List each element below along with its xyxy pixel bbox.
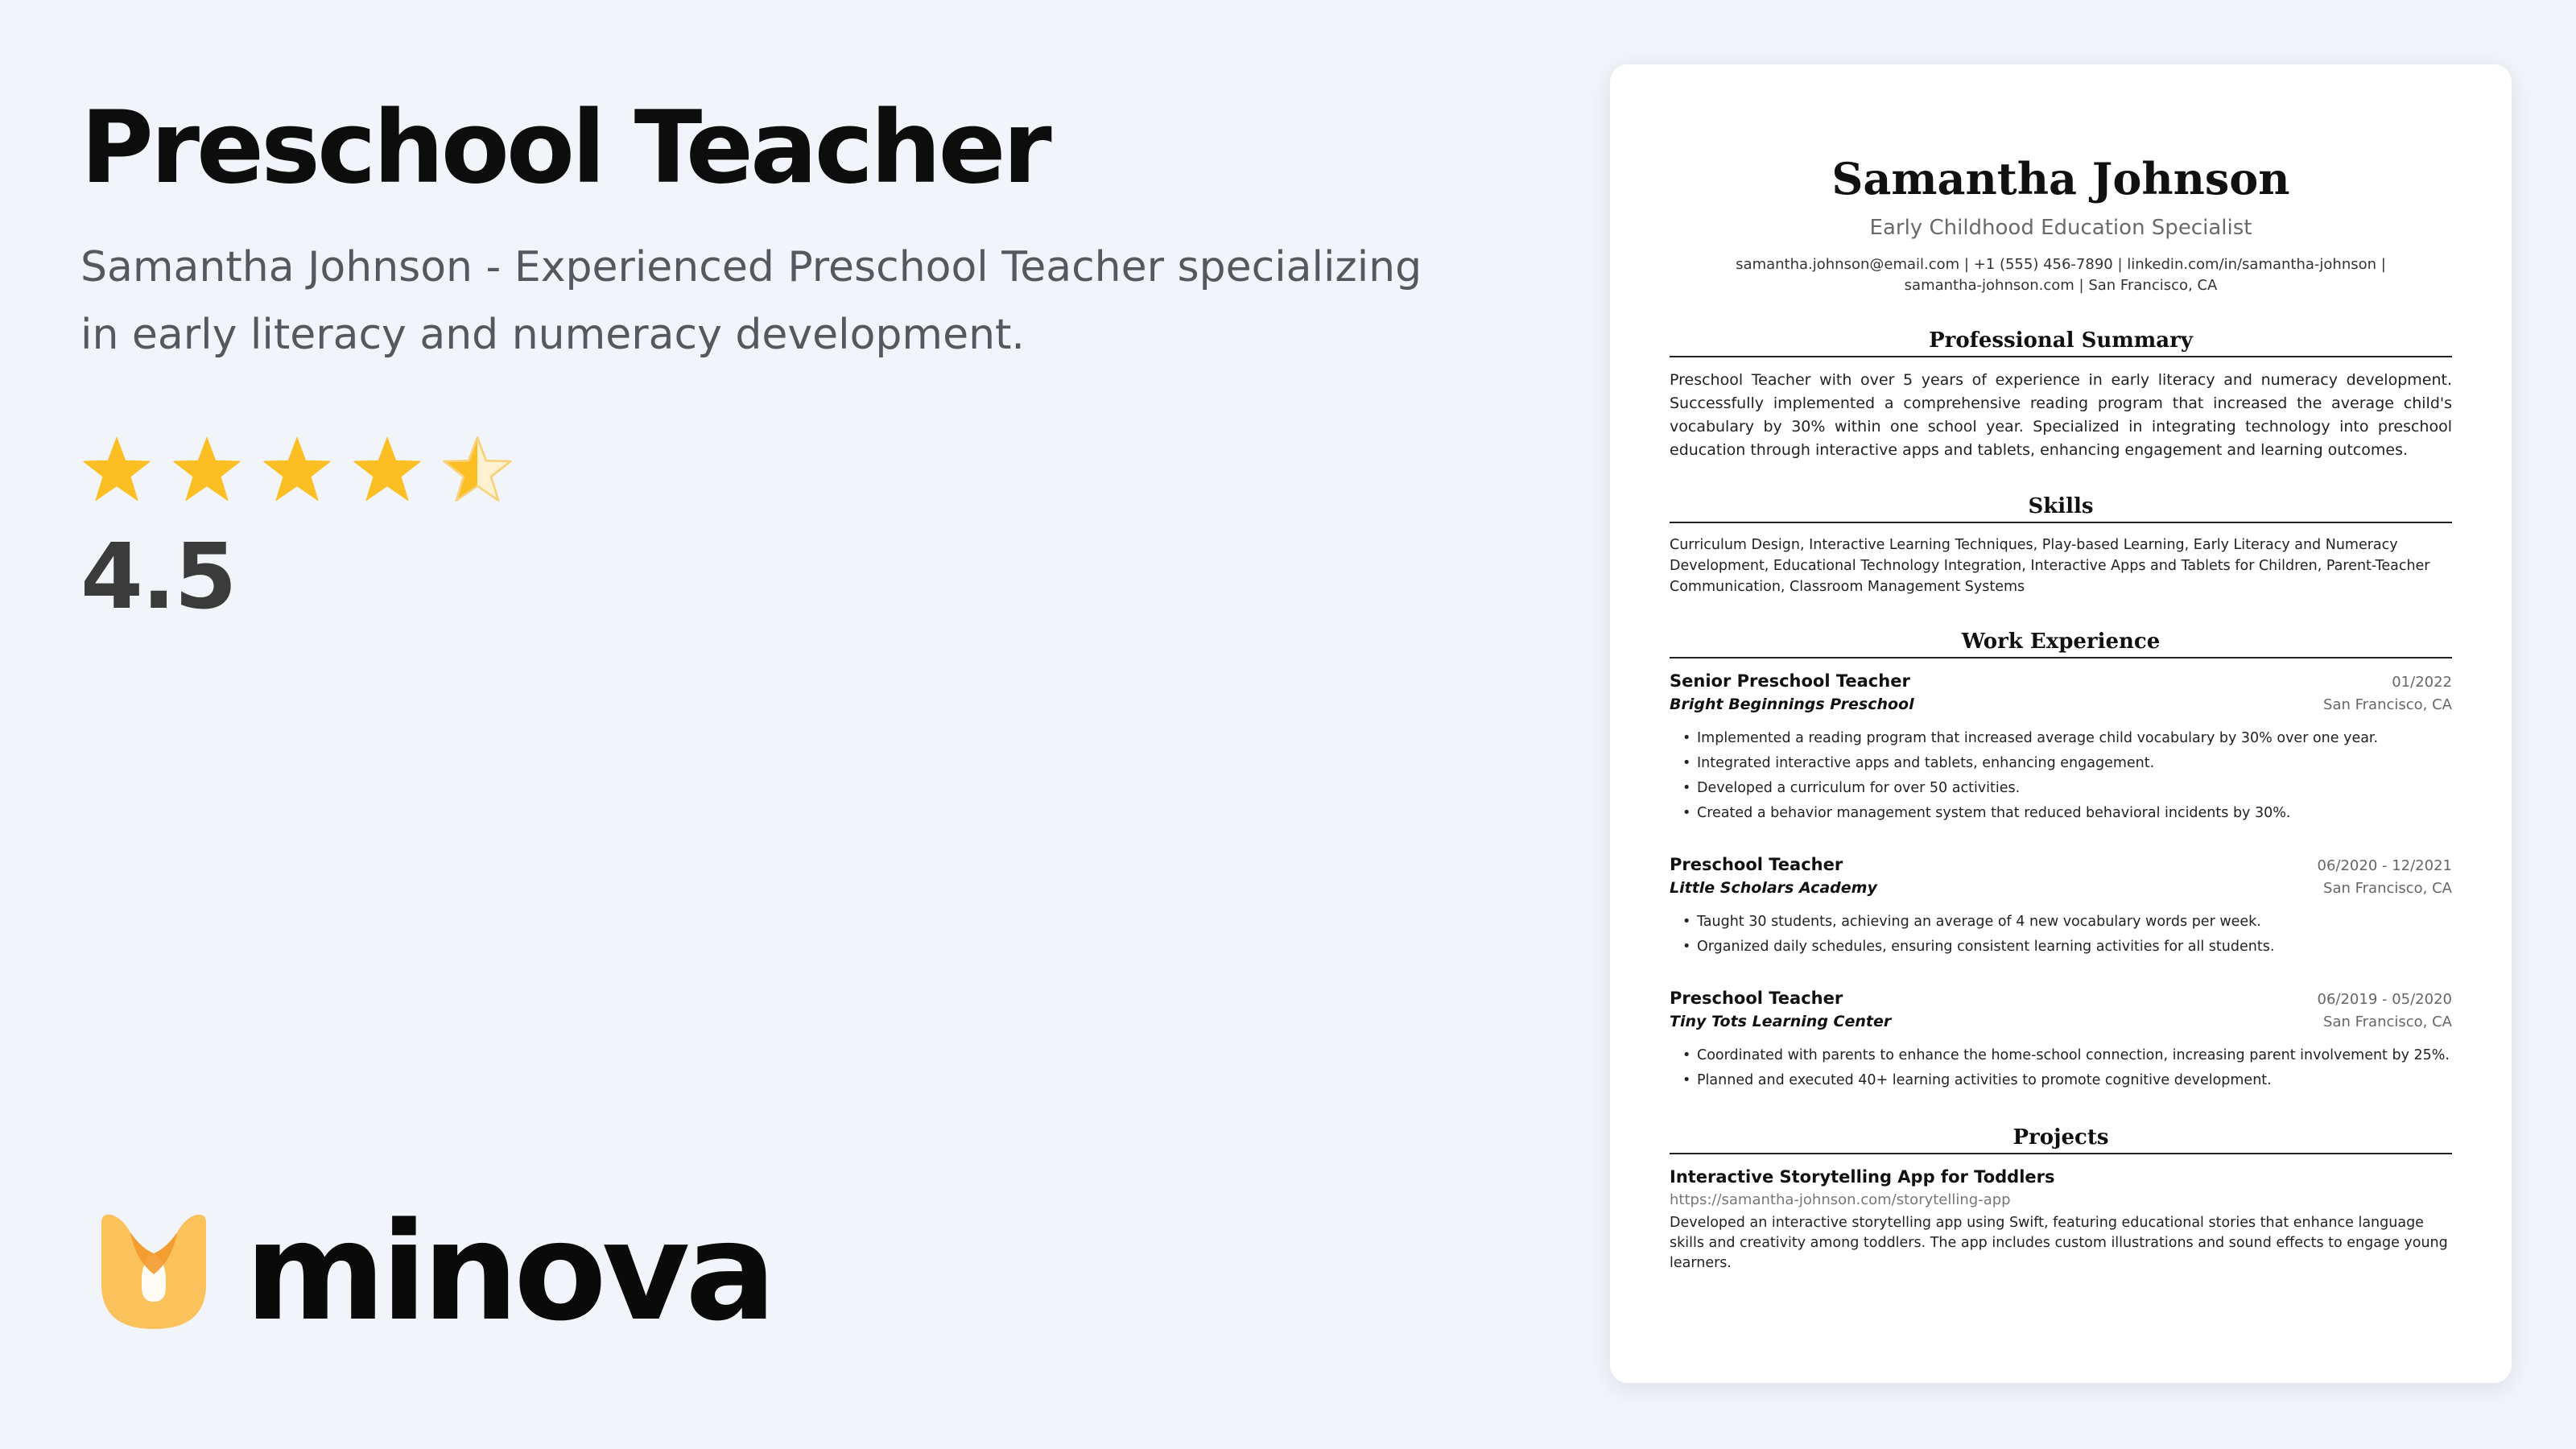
job-entry xyxy=(1670,855,2452,960)
job-bullets xyxy=(1682,1043,2452,1093)
skills-section xyxy=(1670,494,2452,597)
contact-line: samantha-johnson.com | San Francisco, CA xyxy=(1904,277,2218,294)
projects-section xyxy=(1670,1125,2452,1274)
job-subheader xyxy=(1670,1013,2452,1030)
rating-value: 4.5 xyxy=(80,525,236,630)
job-bullet: • Developed a curriculum for over 50 activities. xyxy=(1682,776,2452,801)
job-location: San Francisco, CA xyxy=(2323,1013,2452,1030)
job-bullet: • Integrated interactive apps and tablets, enhancing engagement. xyxy=(1682,751,2452,776)
summary-heading: Professional Summary xyxy=(1670,328,2452,357)
star-icon xyxy=(261,433,333,506)
job-title: Senior Preschool Teacher xyxy=(1670,671,1910,691)
job-date: 06/2020 - 12/2021 xyxy=(2317,857,2452,874)
job-bullet: • Implemented a reading program that increased average child vocabulary by 30% over one year. xyxy=(1682,726,2452,751)
job-header xyxy=(1670,989,2452,1008)
job-title: Preschool Teacher xyxy=(1670,989,1843,1008)
job-entry xyxy=(1670,989,2452,1093)
job-bullet: • Coordinated with parents to enhance the home-school connection, increasing parent involvement by 25%. xyxy=(1682,1043,2452,1068)
brand-wordmark: minova xyxy=(245,1193,772,1351)
job-bullets xyxy=(1682,726,2452,826)
job-entry xyxy=(1670,671,2452,826)
minova-logo-icon xyxy=(95,1212,213,1332)
job-bullets xyxy=(1682,910,2452,960)
skills-heading: Skills xyxy=(1670,494,2452,523)
job-location: San Francisco, CA xyxy=(2323,696,2452,713)
job-date: 06/2019 - 05/2020 xyxy=(2317,991,2452,1008)
page-title: Preschool Teacher xyxy=(80,90,1049,206)
job-company: Tiny Tots Learning Center xyxy=(1670,1013,1892,1030)
job-subheader xyxy=(1670,879,2452,897)
rating-stars xyxy=(80,433,514,506)
summary-text: Preschool Teacher with over 5 years of experience in early literacy and numeracy development. Successfully implemented a comprehensive reading program that increased the average child's vocabulary by 30% within one school year. Specialized in integrating technology into preschool education through interactive apps and tablets, enhancing engagement and learning outcomes. xyxy=(1670,371,2452,459)
brand-logo[interactable] xyxy=(95,1193,772,1351)
job-company: Little Scholars Academy xyxy=(1670,879,1877,897)
contact-line: samantha.johnson@email.com | +1 (555) 456-7890 | linkedin.com/in/samantha-johnson | xyxy=(1736,256,2386,273)
job-title: Preschool Teacher xyxy=(1670,855,1843,874)
star-icon xyxy=(171,433,243,506)
summary-section xyxy=(1670,328,2452,462)
experience-heading: Work Experience xyxy=(1670,630,2452,658)
experience-section xyxy=(1670,630,2452,1093)
page-subtitle: Samantha Johnson - Experienced Preschool Teacher specializing in early literacy and numeracy development. xyxy=(80,243,1422,359)
job-list xyxy=(1670,671,2452,1093)
job-header xyxy=(1670,671,2452,691)
project-title: Interactive Storytelling App for Toddlers xyxy=(1670,1167,2055,1187)
projects-heading: Projects xyxy=(1670,1125,2452,1154)
job-date: 01/2022 xyxy=(2392,674,2452,691)
resume-contact xyxy=(1670,254,2452,296)
job-bullet: • Planned and executed 40+ learning activities to promote cognitive development. xyxy=(1682,1068,2452,1093)
job-header xyxy=(1670,855,2452,874)
resume-name: Samantha Johnson xyxy=(1831,153,2290,204)
job-bullet: • Organized daily schedules, ensuring consistent learning activities for all students. xyxy=(1682,935,2452,960)
project-link[interactable]: https://samantha-johnson.com/storytelling-app xyxy=(1670,1191,2011,1208)
star-icon xyxy=(80,433,153,506)
resume-role: Early Childhood Education Specialist xyxy=(1869,216,2252,240)
job-company: Bright Beginnings Preschool xyxy=(1670,696,1914,713)
star-icon xyxy=(441,433,514,506)
project-description: Developed an interactive storytelling app using Swift, featuring educational stories that enhance language skills and creativity among toddlers. The app includes custom illustrations and sound effects to engage young learners. xyxy=(1670,1215,2448,1271)
job-location: San Francisco, CA xyxy=(2323,880,2452,897)
job-bullet: • Taught 30 students, achieving an average of 4 new vocabulary words per week. xyxy=(1682,910,2452,935)
job-bullet: • Created a behavior management system that reduced behavioral incidents by 30%. xyxy=(1682,801,2452,826)
star-icon xyxy=(351,433,423,506)
skills-text: Curriculum Design, Interactive Learning Techniques, Play-based Learning, Early Literacy and Numeracy Development, Educational Technology Integration, Interactive Apps and Tablets for Children, Parent-Teacher Communication, Classroom Management Systems xyxy=(1670,537,2430,595)
job-subheader xyxy=(1670,696,2452,713)
resume-preview xyxy=(1610,64,2512,1383)
